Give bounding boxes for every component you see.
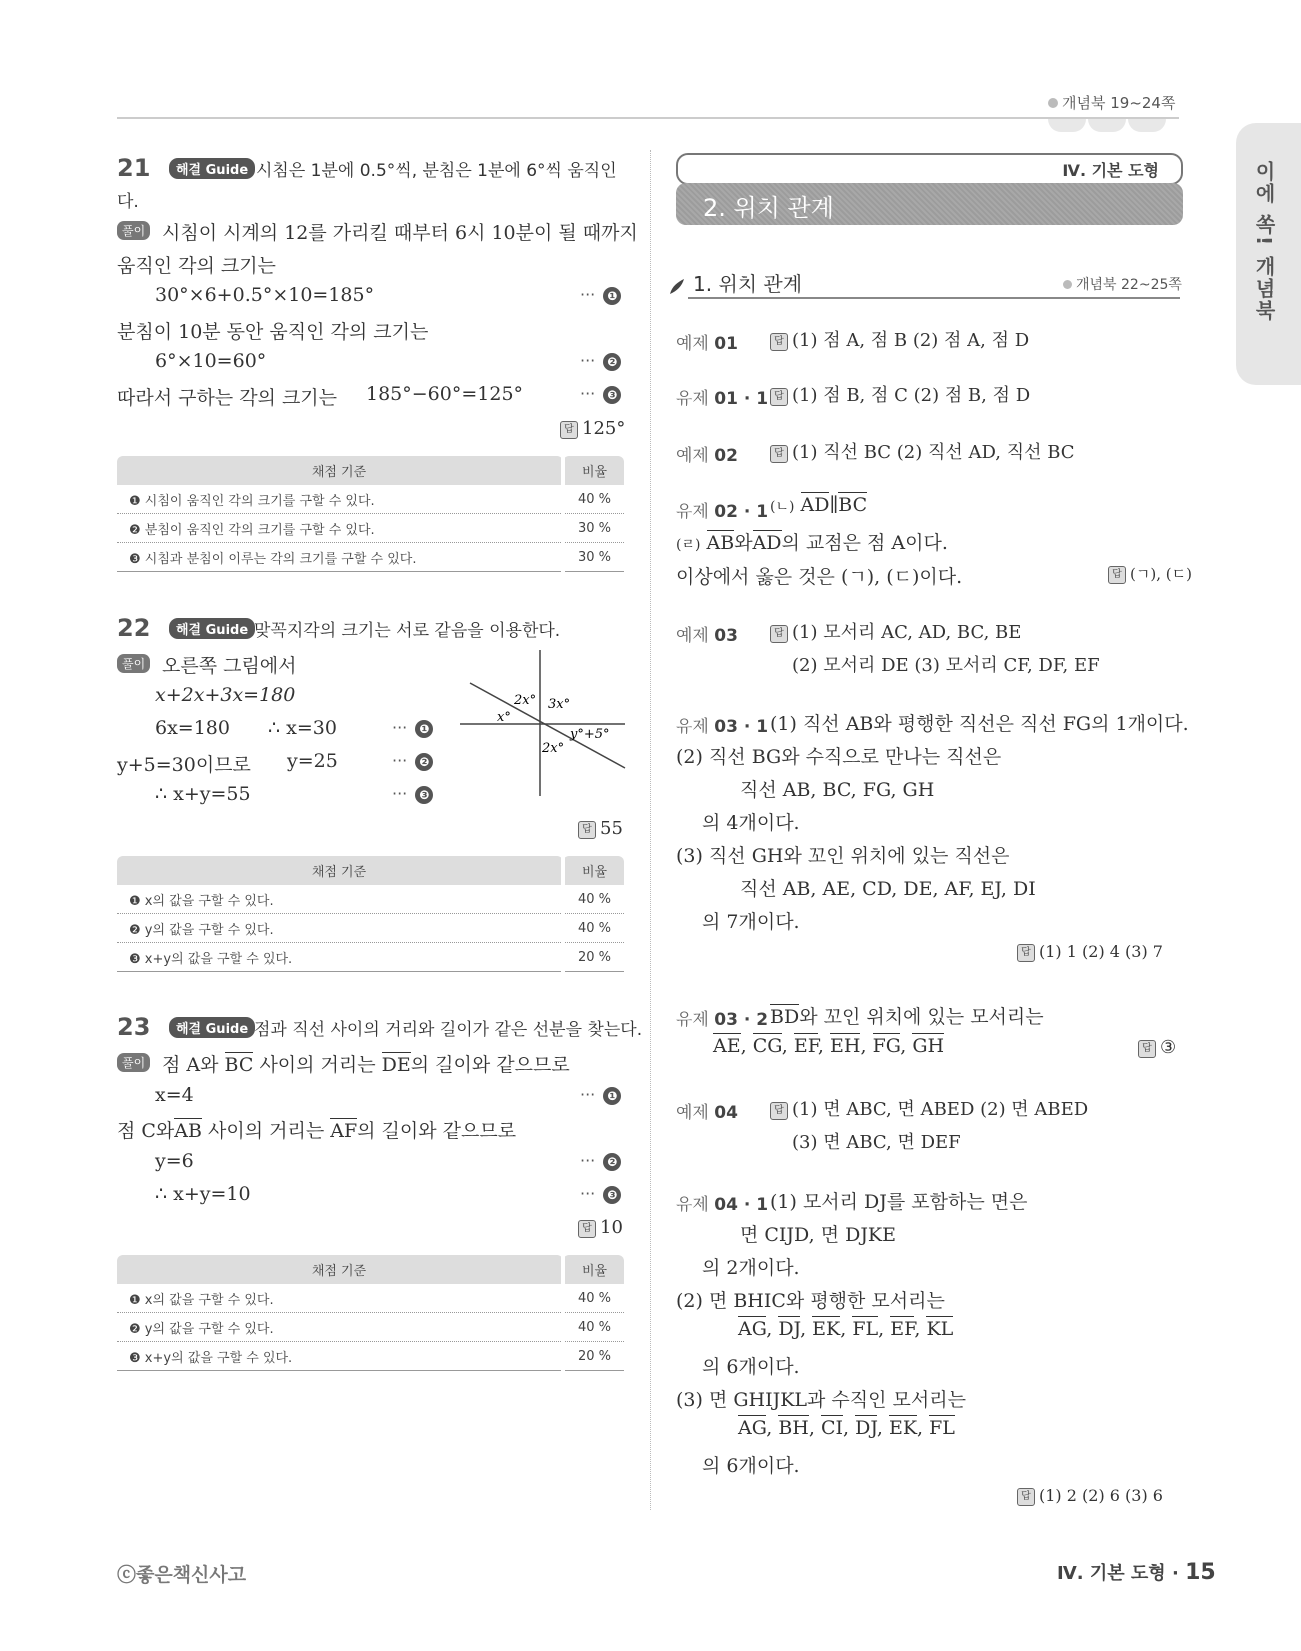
solution-line: (ㄹ) AB와AD의 교점은 점 A이다. (676, 532, 948, 554)
solution-line: 185°−60°=125° (366, 383, 524, 405)
grading-table (117, 1255, 624, 1371)
solution-line: ∴ x+y=55 (155, 783, 251, 805)
step-marker: ··· ❶ (580, 1085, 621, 1105)
solution-line: 직선 AB, AE, CD, DE, AF, EJ, DI (740, 878, 1036, 900)
guide-text: 맞꼭지각의 크기는 서로 같음을 이용한다. (254, 621, 561, 641)
exercise-label: 유제 02 · 1 (676, 502, 769, 522)
column-divider (650, 150, 651, 1510)
answer-icon: 답 (770, 333, 788, 351)
solution-line: (1) 모서리 DJ를 포함하는 면은 (770, 1191, 1028, 1213)
table-row: ❶ x의 값을 구할 수 있다. 40 % (117, 885, 624, 914)
publisher-logo: ⓒ좋은책신사고 (117, 1564, 247, 1586)
table-header: 채점 기준 (117, 456, 563, 485)
table-row: ❷ y의 값을 구할 수 있다. 40 % (117, 1313, 624, 1342)
chapter-box: Ⅳ. 기본 도형 (676, 153, 1183, 185)
side-tab: 이에 쏙! 개념북 (1236, 123, 1301, 385)
segment-label: EH (830, 1035, 861, 1057)
guide-badge: 해결 Guide (169, 618, 255, 639)
angle-figure (460, 648, 630, 798)
answer: 답 (1) 점 B, 점 C (2) 점 B, 점 D (770, 381, 1030, 407)
table-header: 비율 (563, 856, 624, 885)
solution-line: 6°×10=60° (155, 350, 267, 372)
answer: 답 10 (578, 1217, 623, 1238)
segment-label: AB (174, 1120, 202, 1142)
example-label: 예제 03 (676, 626, 738, 646)
segment-label: EF (793, 1035, 818, 1057)
table-header: 채점 기준 (117, 856, 563, 885)
solution-line: (3) 면 GHIJKL과 수직인 모서리는 (676, 1389, 966, 1411)
segment-label: BH (778, 1417, 809, 1439)
solution-line: x=4 (155, 1084, 194, 1106)
top-rule (117, 117, 1179, 119)
exercise-label: 유제 03 · 1 (676, 717, 769, 737)
solution-line: 오른쪽 그림에서 (162, 655, 297, 677)
page-number: 15 (1185, 1560, 1216, 1585)
guide-text: 시침은 1분에 0.5°씩, 분침은 1분에 6°씩 움직인 (256, 161, 617, 181)
step-marker: ··· ❷ (580, 351, 621, 371)
solution-line: 의 4개이다. (702, 812, 800, 834)
solution-line: (ㄴ) AD∥BC (770, 494, 868, 516)
angle-label: y°+5° (570, 727, 610, 742)
answer: 답 (1) 모서리 AC, AD, BC, BE (770, 618, 1021, 644)
table-header: 채점 기준 (117, 1255, 563, 1284)
step-marker: ··· ❸ (580, 1184, 621, 1204)
segment-label: KL (926, 1318, 954, 1340)
segment-label: AF (330, 1120, 358, 1142)
segment-label: AG (738, 1318, 767, 1340)
answer-icon: 답 (1108, 566, 1126, 584)
answer-icon: 답 (1017, 944, 1035, 962)
bullet-dot-icon (1048, 98, 1058, 108)
segment-label: BC (224, 1054, 254, 1076)
guide-text: 점과 직선 사이의 거리와 길이가 같은 선분을 찾는다. (254, 1020, 643, 1040)
subsection-reference: 개념북 22~25쪽 (1063, 274, 1182, 294)
guide-badge: 해결 Guide (169, 158, 255, 179)
solution-line: BD와 꼬인 위치에 있는 모서리는 (770, 1006, 1044, 1028)
answer: 답 (ㄱ), (ㄷ) (1108, 563, 1192, 584)
guide-badge: 해결 Guide (169, 1017, 255, 1038)
section-banner: 2. 위치 관계 (676, 183, 1183, 225)
solution-line: 점 C와AB 사이의 거리는 AF의 길이와 같으므로 (117, 1120, 517, 1142)
solution-line: 6x=180 (155, 717, 230, 739)
example-label: 예제 01 (676, 334, 738, 354)
scallop-decoration (1088, 119, 1126, 132)
answer-icon: 답 (578, 821, 596, 839)
bullet-dot-icon (1063, 280, 1072, 289)
solution-line: (1) 직선 AB와 평행한 직선은 직선 FG의 1개이다. (770, 713, 1189, 735)
table-row: ❸ x+y의 값을 구할 수 있다. 20 % (117, 943, 624, 972)
step-marker: ··· ❷ (580, 1151, 621, 1171)
solution-line: 의 6개이다. (702, 1455, 800, 1477)
solution-line: (3) 직선 GH와 꼬인 위치에 있는 직선은 (676, 845, 1010, 867)
table-header: 비율 (563, 1255, 624, 1284)
exercise-label: 유제 04 · 1 (676, 1195, 769, 1215)
line-label: AD (800, 494, 830, 516)
answer: 답 (1) 직선 BC (2) 직선 AD, 직선 BC (770, 438, 1075, 464)
segment-label: FL (852, 1318, 879, 1340)
solution-line: ∴ x+y=10 (155, 1183, 251, 1205)
segment-label: FG (872, 1035, 901, 1057)
subsection-rule (688, 297, 1180, 299)
solution-line: y+5=30이므로 (117, 754, 251, 776)
segment-label: EK (888, 1417, 918, 1439)
answer: 답 (1) 점 A, 점 B (2) 점 A, 점 D (770, 326, 1029, 352)
table-row: ❷ 분침이 움직인 각의 크기를 구할 수 있다. 30 % (117, 514, 624, 543)
solution-line: ∴ x=30 (268, 717, 337, 739)
grading-table (117, 456, 624, 572)
answer-icon: 답 (770, 1102, 788, 1120)
step-marker: ··· ❶ (580, 285, 621, 305)
segment-label: DJ (778, 1318, 801, 1340)
angle-label: 2x° (514, 693, 537, 708)
answer-icon: 답 (1138, 1040, 1156, 1058)
answer-icon: 답 (560, 421, 578, 439)
solution-line: (2) 직선 BG와 수직으로 만나는 직선은 (676, 746, 1002, 768)
answer-icon: 답 (770, 445, 788, 463)
solution-badge: 풀이 (117, 221, 150, 240)
angle-label: 2x° (542, 741, 565, 756)
table-row: ❷ y의 값을 구할 수 있다. 40 % (117, 914, 624, 943)
line-label: AB (706, 532, 735, 554)
segment-label: DE (381, 1054, 411, 1076)
solution-line: 직선 AB, BC, FG, GH (740, 779, 935, 801)
solution-line: 이상에서 옳은 것은 (ㄱ), (ㄷ)이다. (676, 566, 963, 588)
segment-label: AE (713, 1035, 741, 1057)
segment-label: FL (929, 1417, 955, 1439)
answer: 답 (1) 1 (2) 4 (3) 7 (1017, 942, 1163, 962)
solution-line: y=6 (155, 1150, 194, 1172)
grading-table (117, 856, 624, 972)
solution-line: 점 A와 BC 사이의 거리는 DE의 길이와 같으므로 (162, 1054, 570, 1076)
exercise-label: 유제 03 · 2 (676, 1010, 769, 1030)
page-reference: 개념북 19~24쪽 (1048, 92, 1175, 113)
solution-line: 분침이 10분 동안 움직인 각의 크기는 (117, 321, 429, 343)
leaf-icon (668, 276, 686, 296)
answer: 답 55 (578, 818, 623, 839)
exercise-label: 유제 01 · 1 (676, 389, 769, 409)
segment-label: CI (820, 1417, 844, 1439)
answer-icon: 답 (770, 388, 788, 406)
problem-number: 23 (117, 1013, 151, 1041)
step-marker: ··· ❸ (392, 784, 433, 804)
subsection-title: 1. 위치 관계 (693, 272, 803, 296)
answer-cont: (3) 면 ABC, 면 DEF (792, 1132, 961, 1153)
answer-icon: 답 (578, 1220, 596, 1238)
solution-line: 면 CIJD, 면 DJKE (740, 1224, 896, 1246)
solution-badge: 풀이 (117, 654, 150, 673)
answer-cont: (2) 모서리 DE (3) 모서리 CF, DF, EF (792, 655, 1100, 676)
answer: 답 ③ (1138, 1037, 1176, 1058)
table-row: ❸ 시침과 분침이 이루는 각의 크기를 구할 수 있다. 30 % (117, 543, 624, 572)
solution-line: 의 2개이다. (702, 1257, 800, 1279)
segment-label: EF (890, 1318, 915, 1340)
segment-label: BD (770, 1006, 800, 1028)
solution-line: 의 7개이다. (702, 911, 800, 933)
solution-line: x+2x+3x=180 (155, 684, 296, 706)
scallop-decoration (1048, 119, 1086, 132)
segment-label: AG (738, 1417, 767, 1439)
problem-number: 22 (117, 614, 151, 642)
segment-label: EK (812, 1318, 841, 1340)
example-label: 예제 02 (676, 446, 738, 466)
solution-line: 움직인 각의 크기는 (117, 255, 276, 277)
segment-label: DJ (855, 1417, 877, 1439)
table-header: 비율 (563, 456, 624, 485)
step-marker: ··· ❸ (580, 384, 621, 404)
table-row: ❶ 시침이 움직인 각의 크기를 구할 수 있다. 40 % (117, 485, 624, 514)
angle-label: x° (497, 710, 511, 725)
scallop-decoration (1128, 119, 1166, 132)
solution-line: 따라서 구하는 각의 크기는 (117, 387, 338, 409)
answer-icon: 답 (770, 625, 788, 643)
page-footer: Ⅳ. 기본 도형 · 15 (1057, 1560, 1216, 1585)
example-label: 예제 04 (676, 1103, 738, 1123)
solution-line: y=25 (287, 750, 338, 772)
segment-label: GH (912, 1035, 945, 1057)
answer: 답 (1) 면 ABC, 면 ABED (2) 면 ABED (770, 1095, 1088, 1121)
solution-line: (2) 면 BHIC와 평행한 모서리는 (676, 1290, 945, 1312)
segment-list: AG, BH, CI, DJ, EK, FL (738, 1417, 955, 1439)
solution-badge: 풀이 (117, 1053, 150, 1072)
step-marker: ··· ❶ (392, 718, 433, 738)
segment-list: AE, CG, EF, EH, FG, GH (713, 1035, 945, 1057)
solution-line: 시침이 시계의 12를 가리킬 때부터 6시 10분이 될 때까지 (162, 222, 638, 244)
segment-label: CG (752, 1035, 782, 1057)
solution-line: 의 6개이다. (702, 1356, 800, 1378)
answer: 답 125° (560, 418, 625, 439)
problem-number: 21 (117, 154, 151, 182)
solution-line: 30°×6+0.5°×10=185° (155, 284, 375, 306)
line-label: BC (838, 494, 868, 516)
line-label: AD (752, 532, 782, 554)
guide-text-cont: 다. (117, 192, 139, 212)
answer-icon: 답 (1017, 1488, 1035, 1506)
answer: 답 (1) 2 (2) 6 (3) 6 (1017, 1486, 1163, 1506)
segment-list: AG, DJ, EK, FL, EF, KL (738, 1318, 954, 1340)
table-row: ❸ x+y의 값을 구할 수 있다. 20 % (117, 1342, 624, 1371)
table-row: ❶ x의 값을 구할 수 있다. 40 % (117, 1284, 624, 1313)
angle-label: 3x° (548, 697, 571, 712)
step-marker: ··· ❷ (392, 751, 433, 771)
